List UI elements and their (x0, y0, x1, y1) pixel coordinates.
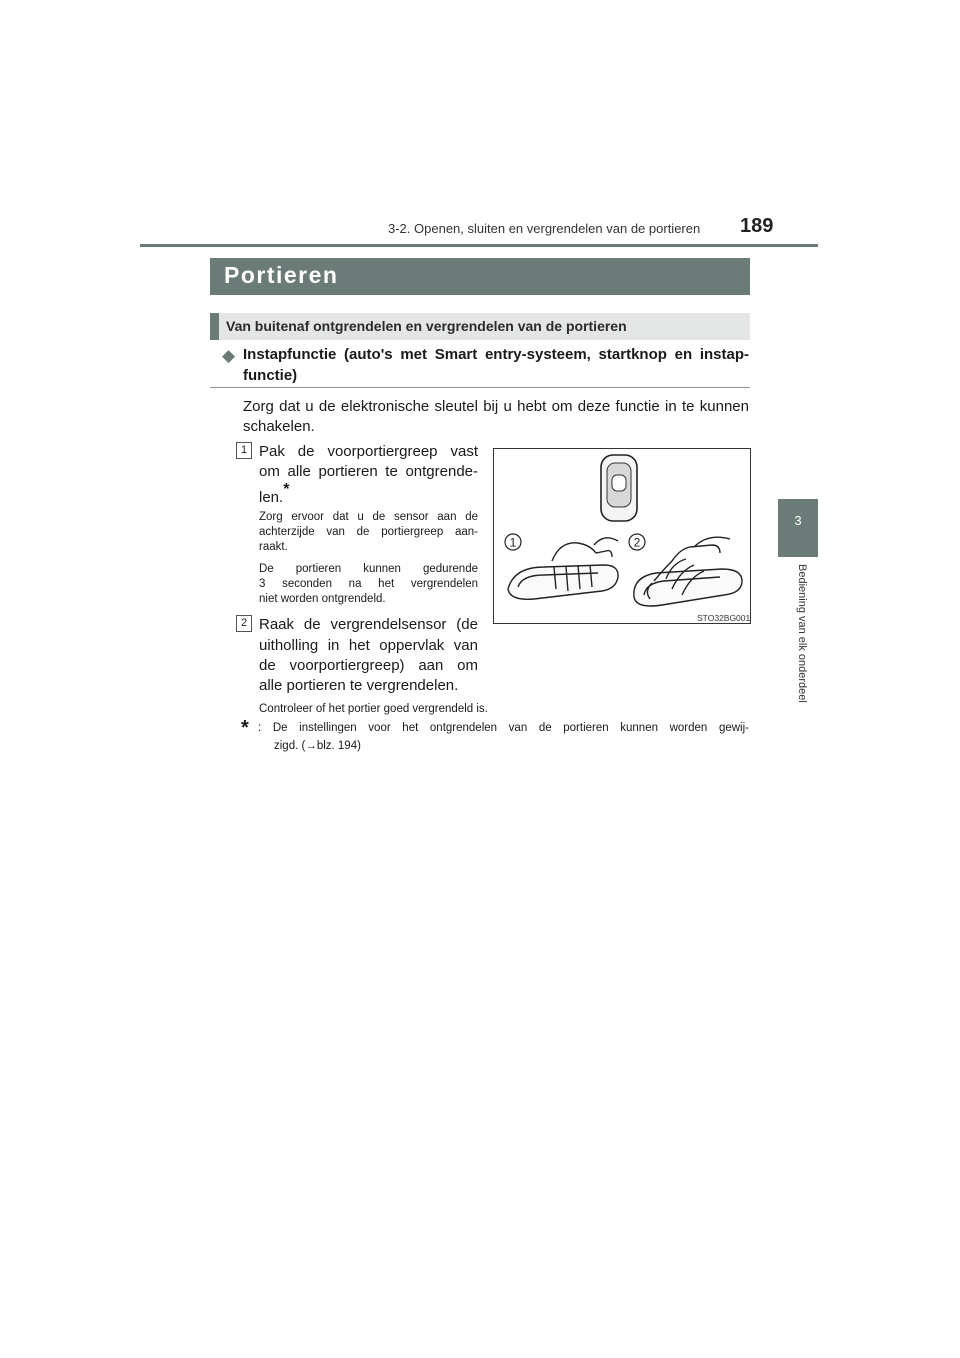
chapter-title: Bediening van elk onderdeel (796, 564, 808, 703)
diamond-icon: ◆ (222, 346, 236, 365)
step-2-number: 2 (236, 615, 252, 632)
illustration-drawing (494, 449, 750, 623)
illustration-label-2: 2 (633, 535, 641, 550)
step-1-note-2-line-2: 3 seconden na het vergrendelen (259, 578, 478, 590)
header-rule (140, 244, 818, 247)
footnote-line-2: zigd. (→blz. 194) (274, 740, 361, 752)
subheading: Van buitenaf ontgrendelen en vergrendelen van de portieren (226, 318, 627, 334)
subheading-accent (210, 313, 219, 340)
door-handle-right (634, 537, 742, 606)
page-title: Portieren (224, 262, 339, 288)
step-1-line-3-text: len. (259, 489, 284, 506)
running-header-section: 3-2. Openen, sluiten en vergrendelen van de portieren (388, 221, 701, 236)
step-2-line-4: alle portieren te vergrendelen. (259, 677, 459, 694)
feature-heading-line-1: Instapfunctie (auto's met Smart entry-systeem, startknop en instap- (243, 346, 749, 363)
smart-key-icon (601, 455, 637, 521)
step-1-note-1-line-3: raakt. (259, 541, 288, 553)
step-1-line-2: om alle portieren te ontgrende- (259, 463, 478, 480)
step-1-note-2-line-3: niet worden ontgrendeld. (259, 593, 386, 605)
check-note: Controleer of het portier goed vergrendeld is. (259, 703, 488, 715)
page-number: 189 (740, 215, 774, 237)
footnote-marker: * (283, 481, 290, 498)
intro-line-2: schakelen. (243, 418, 315, 435)
illustration-code: STO32BG001 (697, 613, 751, 623)
footnote-line-1: : De instellingen voor het ontgrendelen van de portieren kunnen worden gewij- (258, 722, 749, 734)
step-1-line-3 (259, 483, 478, 506)
step-2-line-1: Raak de vergrendelsensor (de (259, 616, 478, 633)
step-1-number: 1 (236, 442, 252, 459)
footnote-star: * (241, 717, 249, 739)
step-2-line-3: de voorportiergreep) aan om (259, 657, 478, 674)
step-2-line-2: uitholling in het oppervlak van (259, 637, 478, 654)
feature-heading-line-2: functie) (243, 367, 298, 384)
step-1-line-1: Pak de voorportiergreep vast (259, 443, 478, 460)
illustration-label-1: 1 (509, 535, 517, 550)
intro-line-1: Zorg dat u de elektronische sleutel bij u hebt om deze functie in te kunnen (243, 398, 749, 415)
chapter-number: 3 (794, 513, 802, 528)
step-1-note-2-line-1: De portieren kunnen gedurende (259, 563, 478, 575)
chapter-tab (778, 499, 818, 557)
door-handle-illustration (493, 448, 751, 624)
heading-rule (210, 387, 750, 388)
step-1-note-1-line-1: Zorg ervoor dat u de sensor aan de (259, 511, 478, 523)
step-1-note-1-line-2: achterzijde van de portiergreep aan- (259, 526, 478, 538)
door-handle-left (508, 535, 618, 599)
